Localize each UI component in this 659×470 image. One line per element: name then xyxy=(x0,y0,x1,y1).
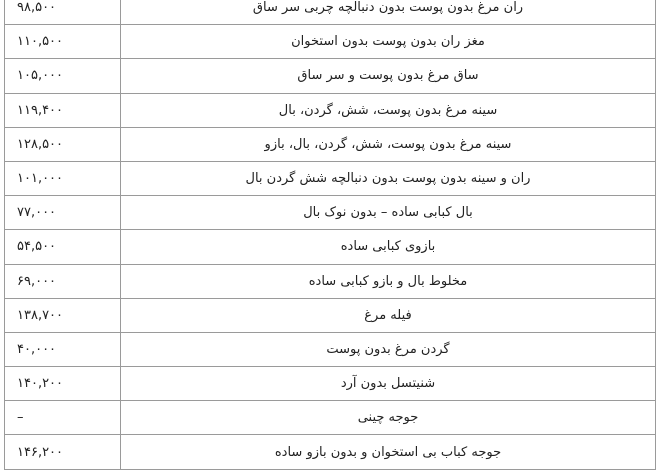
price-cell: ۱۰۱,۰۰۰ xyxy=(5,161,121,195)
price-cell: ۱۰۵,۰۰۰ xyxy=(5,59,121,93)
item-name-cell: بال کبابی ساده – بدون نوک بال xyxy=(121,196,656,230)
item-name-cell: جوجه کباب بی استخوان و بدون بازو ساده xyxy=(121,435,656,469)
table-row xyxy=(5,127,656,161)
item-name-cell: مخلوط بال و بازو کبابی ساده xyxy=(121,264,656,298)
item-name-cell: شنیتسل بدون آرد xyxy=(121,367,656,401)
item-name-cell: ساق مرغ بدون پوست و سر ساق xyxy=(121,59,656,93)
item-name-cell: مغز ران بدون پوست بدون استخوان xyxy=(121,25,656,59)
price-cell: ۱۴۰,۲۰۰ xyxy=(5,367,121,401)
price-cell: ۷۷,۰۰۰ xyxy=(5,196,121,230)
table-row xyxy=(5,196,656,230)
price-cell: ۱۱۰,۵۰۰ xyxy=(5,25,121,59)
table-row xyxy=(5,0,656,25)
table-row xyxy=(5,230,656,264)
price-cell: ۴۰,۰۰۰ xyxy=(5,332,121,366)
price-table xyxy=(4,0,656,470)
price-cell: ۱۲۸,۵۰۰ xyxy=(5,127,121,161)
item-name-cell: گردن مرغ بدون پوست xyxy=(121,332,656,366)
price-cell: ۵۴,۵۰۰ xyxy=(5,230,121,264)
item-name-cell: سینه مرغ بدون پوست، شش، گردن، بال، بازو xyxy=(121,127,656,161)
price-cell: – xyxy=(5,401,121,435)
price-cell: ۱۳۸,۷۰۰ xyxy=(5,298,121,332)
price-table-body xyxy=(5,0,656,469)
price-cell: ۱۱۹,۴۰۰ xyxy=(5,93,121,127)
table-row xyxy=(5,161,656,195)
price-cell: ۱۴۶,۲۰۰ xyxy=(5,435,121,469)
table-row xyxy=(5,25,656,59)
table-row xyxy=(5,59,656,93)
price-cell: ۶۹,۰۰۰ xyxy=(5,264,121,298)
price-cell: ۹۸,۵۰۰ xyxy=(5,0,121,25)
table-row xyxy=(5,367,656,401)
table-row xyxy=(5,298,656,332)
item-name-cell: فیله مرغ xyxy=(121,298,656,332)
table-row xyxy=(5,264,656,298)
table-row xyxy=(5,332,656,366)
item-name-cell: ران مرغ بدون پوست بدون دنبالچه چربی سر ساق xyxy=(121,0,656,25)
item-name-cell: جوجه چینی xyxy=(121,401,656,435)
item-name-cell: ران و سینه بدون پوست بدون دنبالچه شش گردن بال xyxy=(121,161,656,195)
table-row xyxy=(5,435,656,469)
item-name-cell: سینه مرغ بدون پوست، شش، گردن، بال xyxy=(121,93,656,127)
table-row xyxy=(5,401,656,435)
table-row xyxy=(5,93,656,127)
item-name-cell: بازوی کبابی ساده xyxy=(121,230,656,264)
